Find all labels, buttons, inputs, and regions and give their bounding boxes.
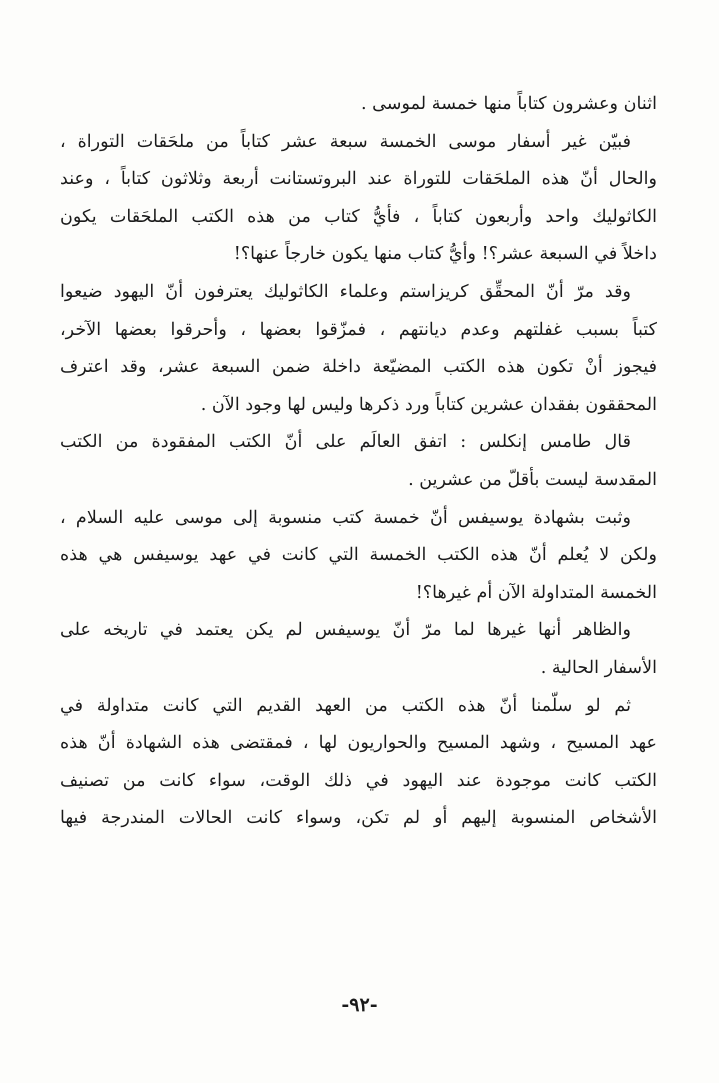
paragraph	[60, 612, 657, 687]
text-line: والظاهر أنها غيرها لما مرّ أنّ يوسيفس لم يكن يعتمد في تاريخه على	[60, 620, 631, 641]
paragraph	[60, 86, 657, 124]
text-line: داخلاً في السبعة عشر؟! وأيُّ كتاب منها يكون خارجاً عنها؟!	[233, 244, 657, 265]
text-line: الخمسة المتداولة الآن أم غيرها؟!	[415, 582, 657, 603]
text-line: الكتب كانت موجودة عند اليهود في ذلك الوقت، سواء كانت من تصنيف	[60, 770, 657, 791]
text-line: المحققون بفقدان عشرين كتاباً ورد ذكرها وليس لها وجود الآن .	[200, 394, 657, 415]
text-line: وثبت بشهادة يوسيفس أنّ خمسة كتب منسوبة إلى موسى عليه السلام ،	[60, 507, 631, 528]
page-body	[60, 86, 657, 838]
paragraph	[60, 424, 657, 499]
text-line: عهد المسيح ، وشهد المسيح والحواريون لها ، فمقتضى هذه الشهادة أنّ هذه	[60, 733, 657, 754]
text-line: الأسفار الحالية .	[540, 657, 657, 678]
text-line: ولكن لا يُعلم أنّ هذه الكتب الخمسة التي كانت في عهد يوسيفس هي هذه	[60, 545, 657, 566]
text-line: وقد مرّ أنّ المحقِّق كريزاستم وعلماء الكاثوليك يعترفون أنّ اليهود ضيعوا	[60, 281, 631, 302]
text-line: ثم لو سلّمنا أنّ هذه الكتب من العهد القديم التي كانت متداولة في	[60, 695, 631, 716]
text-line: قال طامس إنكلس : اتفق العالَم على أنّ الكتب المفقودة من الكتب	[60, 432, 631, 453]
page-number: -٩٢-	[341, 994, 378, 1016]
text-line: والحال أنّ هذه الملحَقات للتوراة عند البروتستانت أربعة وثلاثون كتاباً ، وعند	[60, 169, 657, 190]
paragraph	[60, 124, 657, 274]
paragraph	[60, 500, 657, 613]
paragraph	[60, 274, 657, 424]
text-line: اثنان وعشرون كتاباً منها خمسة لموسى .	[360, 94, 657, 114]
text-line: فبيّن غير أسفار موسى الخمسة سبعة عشر كتاباً من ملحَقات التوراة ،	[60, 131, 631, 152]
text-line: المقدسة ليست بأقلّ من عشرين .	[408, 469, 657, 490]
paragraph	[60, 688, 657, 838]
text-line: الكاثوليك واحد وأربعون كتاباً ، فأيُّ كتاب من هذه الكتب الملحَقات يكون	[60, 206, 657, 227]
text-line: الأشخاص المنسوبة إليهم أو لم تكن، وسواء كانت الحالات المندرجة فيها	[60, 808, 657, 829]
text-line: فيجوز أنْ تكون هذه الكتب المضيّعة داخلة ضمن السبعة عشر، وقد اعترف	[60, 357, 657, 378]
text-line: كتباً بسبب غفلتهم وعدم ديانتهم ، فمزّقوا بعضها ، وأحرقوا بعضها الآخر،	[60, 319, 657, 340]
